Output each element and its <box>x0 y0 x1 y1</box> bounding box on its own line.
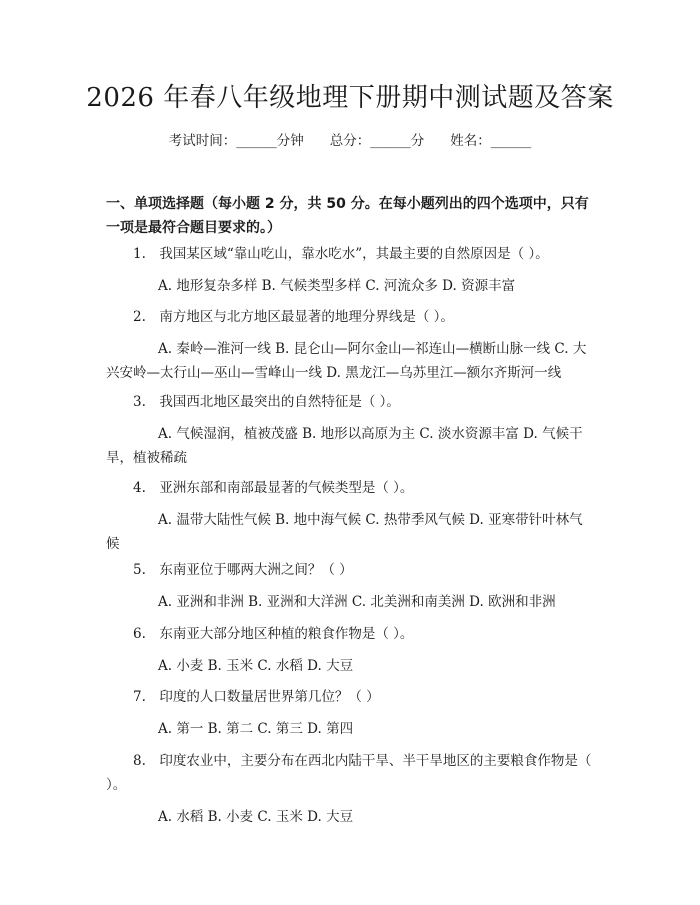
exam-time-field: 考试时间：______分钟 <box>168 133 304 149</box>
question-7 <box>106 685 594 741</box>
question-options: A. 水稻 B. 小麦 C. 玉米 D. 大豆 <box>158 809 354 825</box>
question-stem: 8. 印度农业中，主要分布在西北内陆干旱、半干旱地区的主要粮食作物是（ ）。 <box>106 753 592 793</box>
question-stem: 2. 南方地区与北方地区最显著的地理分界线是（ ）。 <box>133 309 454 325</box>
section-heading-multiple-choice: 一、单项选择题（每小题 2 分，共 50 分。在每小题列出的四个选项中，只有一项是最符合题目要求的。） <box>106 196 589 236</box>
question-3 <box>106 390 594 470</box>
question-2 <box>106 305 594 385</box>
question-options: A. 温带大陆性气候 B. 地中海气候 C. 热带季风气候 D. 亚寒带针叶林气候 <box>106 512 583 552</box>
question-1 <box>106 242 594 298</box>
question-stem: 3. 我国西北地区最突出的自然特征是（ ）。 <box>133 394 400 410</box>
exam-info-line <box>0 131 700 151</box>
question-options: A. 气候湿润，植被茂盛 B. 地形以高原为主 C. 淡水资源丰富 D. 气候干旱，植被稀疏 <box>106 426 583 466</box>
question-stem: 7. 印度的人口数量居世界第几位？（ ） <box>133 689 380 705</box>
question-options: A. 地形复杂多样 B. 气候类型多样 C. 河流众多 D. 资源丰富 <box>158 278 516 294</box>
question-options: A. 第一 B. 第二 C. 第三 D. 第四 <box>158 721 354 737</box>
question-stem: 1. 我国某区域“靠山吃山，靠水吃水”，其最主要的自然原因是（ ）。 <box>133 246 549 262</box>
question-options: A. 亚洲和非洲 B. 亚洲和大洋洲 C. 北美洲和南美洲 D. 欧洲和非洲 <box>158 594 556 610</box>
question-6 <box>106 622 594 678</box>
total-score-field: 总分：______分 <box>329 133 425 149</box>
question-options: A. 秦岭—淮河一线 B. 昆仑山—阿尔金山—祁连山—横断山脉一线 C. 大兴安岭—太行山—巫山—雪峰山一线 D. 黑龙江—乌苏里江—额尔齐斯河一线 <box>106 341 587 381</box>
question-4 <box>106 476 594 556</box>
question-stem: 6. 东南亚大部分地区种植的粮食作物是（ ）。 <box>133 626 414 642</box>
question-options: A. 小麦 B. 玉米 C. 水稻 D. 大豆 <box>158 658 354 674</box>
question-stem: 5. 东南亚位于哪两大洲之间？（ ） <box>133 562 353 578</box>
question-5 <box>106 558 594 614</box>
page-title: 2026 年春八年级地理下册期中测试题及答案 <box>86 83 614 113</box>
question-8 <box>106 749 594 829</box>
student-name-field: 姓名：______ <box>450 133 532 149</box>
question-stem: 4. 亚洲东部和南部最显著的气候类型是（ ）。 <box>133 480 414 496</box>
